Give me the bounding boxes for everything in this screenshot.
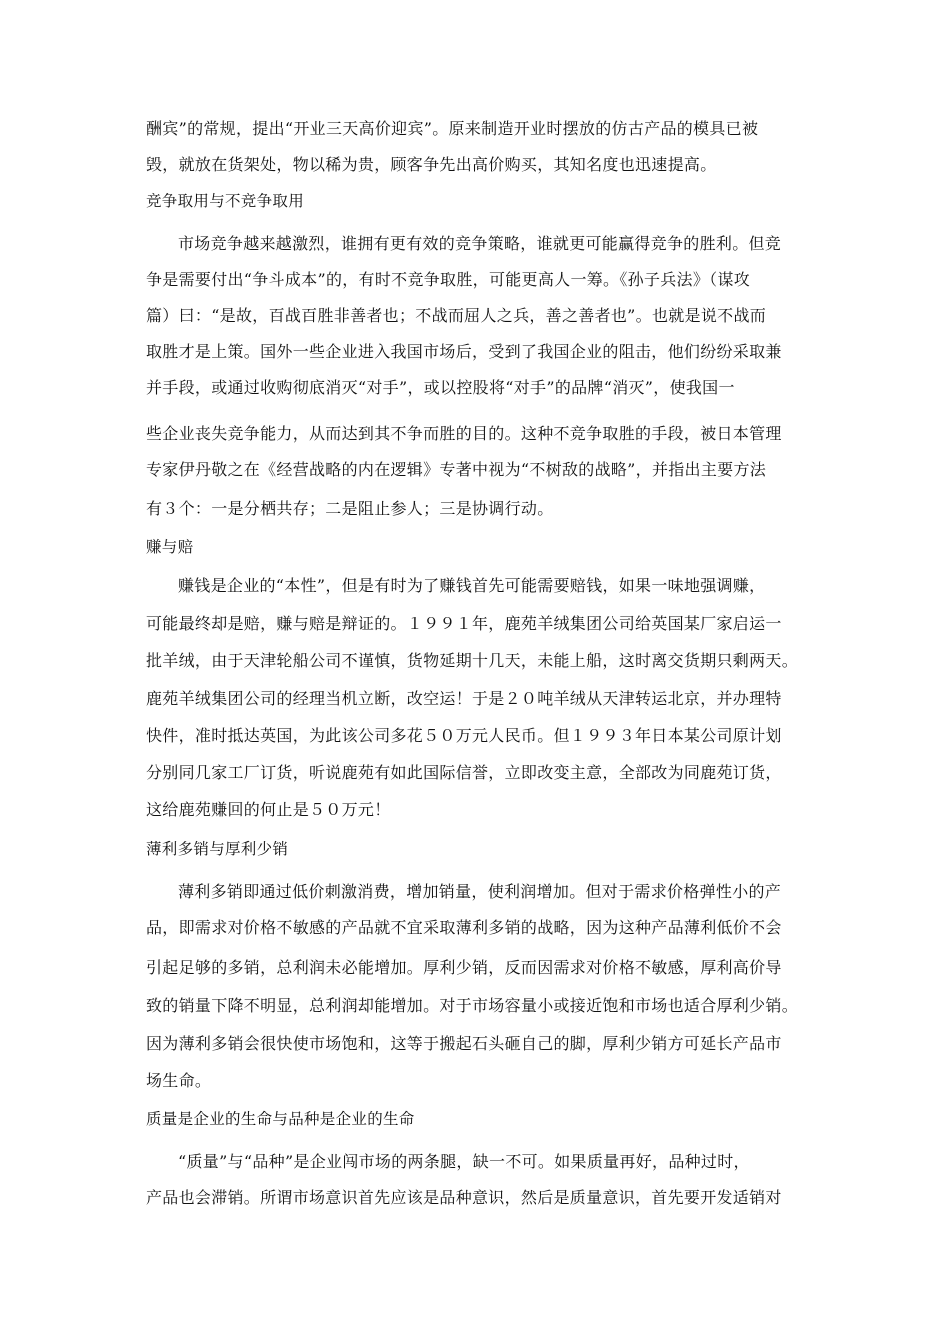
section-heading: 质量是企业的生命与品种是企业的生命 [146,1110,415,1128]
paragraph-line: 些企业丧失竞争能力，从而达到其不争而胜的目的。这种不竞争取胜的手段，被日本管理 [146,424,782,443]
paragraph-line: 毁，就放在货架处，物以稀为贵，顾客争先出高价购买，其知名度也迅速提高。 [146,155,717,174]
section-heading: 赚与赔 [146,538,194,556]
paragraph-line: 并手段，或通过收购彻底消灭“对手”，或以控股将“对手”的品牌“消灭”，使我国一 [146,378,735,397]
paragraph-line: 赚钱是企业的“本性”，但是有时为了赚钱首先可能需要赔钱，如果一味地强调赚， [178,576,766,595]
paragraph-line: 争是需要付出“争斗成本”的，有时不竞争取胜，可能更高人一筹。《孙子兵法》（谋攻 [146,270,751,289]
paragraph-line: “质量”与“品种”是企业闯市场的两条腿，缺一不可。如果质量再好，品种过时， [178,1152,750,1171]
paragraph-line: 这给鹿苑赚回的何止是５０万元！ [146,800,391,819]
paragraph-line: 因为薄利多销会很快使市场饱和，这等于搬起石头砸自己的脚，厚利少销方可延长产品市 [146,1034,782,1053]
paragraph-line: 取胜才是上策。国外一些企业进入我国市场后，受到了我国企业的阻击，他们纷纷采取兼 [146,342,782,361]
paragraph-line: 可能最终却是赔，赚与赔是辩证的。１９９１年，鹿苑羊绒集团公司给英国某厂家启运一 [146,614,782,633]
paragraph-line: 篇）曰：“是故，百战百胜非善者也；不战而屈人之兵，善之善者也”。也就是说不战而 [146,306,767,325]
section-heading: 薄利多销与厚利少销 [146,840,289,858]
paragraph-line: 批羊绒，由于天津轮船公司不谨慎，货物延期十几天，未能上船，这时离交货期只剩两天。 [146,651,799,670]
paragraph-line: 品，即需求对价格不敏感的产品就不宜采取薄利多销的战略，因为这种产品薄利低价不会 [146,918,782,937]
paragraph-line: 分别同几家工厂订货，听说鹿苑有如此国际信誉，立即改变主意，全部改为同鹿苑订货， [146,763,782,782]
paragraph-line: 场生命。 [146,1071,212,1090]
paragraph-line: 快件，准时抵达英国，为此该公司多花５０万元人民币。但１９９３年日本某公司原计划 [146,726,782,745]
section-heading: 竞争取用与不竞争取用 [146,192,305,210]
paragraph-line: 引起足够的多销，总利润未必能增加。厚利少销，反而因需求对价格不敏感，厚利高价导 [146,958,782,977]
paragraph-line: 薄利多销即通过低价刺激消费，增加销量，使利润增加。但对于需求价格弹性小的产 [178,882,782,901]
paragraph-line: 专家伊丹敬之在《经营战略的内在逻辑》专著中视为“不树敌的战略”，并指出主要方法 [146,460,767,479]
paragraph-line: 鹿苑羊绒集团公司的经理当机立断，改空运！于是２０吨羊绒从天津转运北京，并办理特 [146,689,782,708]
paragraph-line: 酬宾”的常规，提出“开业三天高价迎宾”。原来制造开业时摆放的仿古产品的模具已被 [146,119,759,138]
paragraph-line: 致的销量下降不明显，总利润却能增加。对于市场容量小或接近饱和市场也适合厚利少销。 [146,996,799,1015]
paragraph-line: 市场竞争越来越激烈，谁拥有更有效的竞争策略，谁就更可能赢得竞争的胜利。但竞 [178,234,782,253]
paragraph-line: 有３个：一是分栖共存；二是阻止参人；三是协调行动。 [146,499,554,518]
paragraph-line: 产品也会滞销。所谓市场意识首先应该是品种意识，然后是质量意识，首先要开发适销对 [146,1188,782,1207]
